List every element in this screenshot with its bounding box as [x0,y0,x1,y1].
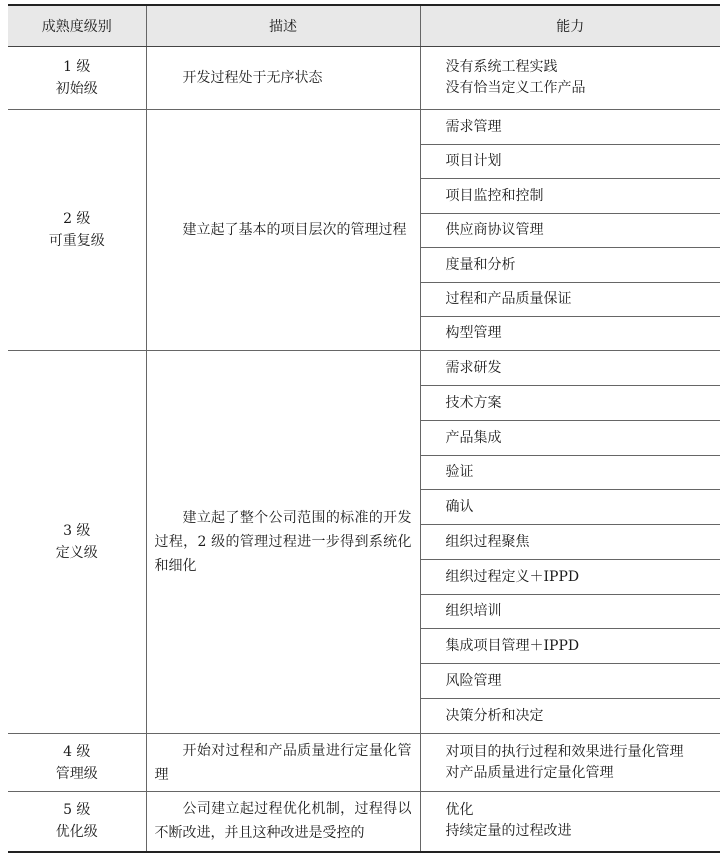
description-text: 开发过程处于无序状态 [182,70,323,86]
description-cell [146,734,420,792]
ability-item: 持续定量的过程改进 [445,823,572,840]
level-name: 初始级 [55,81,98,97]
level-name: 定义级 [55,545,98,561]
ability-item: 对产品质量进行定量化管理 [445,764,614,781]
ability-item: 需求研发 [420,351,720,386]
description-text: 公司建立起过程优化机制，过程得以不断改进，并且这种改进是受控的 [154,801,412,842]
level-name: 管理级 [55,765,98,782]
description-cell [146,47,420,110]
description-cell [146,792,420,852]
header-description: 描述 [146,5,420,47]
ability-item: 过程和产品质量保证 [420,283,720,317]
ability-item: 组织过程聚焦 [420,525,720,560]
description-text: 开始对过程和产品质量进行定量化管理 [154,742,412,783]
level-number: 4 级 [63,743,91,760]
level-cell [8,47,146,110]
table-row [8,47,720,110]
ability-cell [420,734,720,792]
header-ability: 能力 [420,5,720,47]
ability-cell [420,792,720,852]
level-name: 优化级 [55,824,98,841]
ability-item: 风险管理 [420,664,720,699]
ability-item: 供应商协议管理 [420,214,720,248]
ability-item: 对项目的执行过程和效果进行量化管理 [445,743,684,760]
ability-cell [420,47,720,110]
level-name: 可重复级 [48,233,105,249]
ability-item: 组织过程定义＋IPPD [420,560,720,595]
table-row [8,110,720,145]
ability-item: 决策分析和决定 [420,699,720,734]
ability-item: 优化 [445,802,474,819]
ability-item: 度量和分析 [420,248,720,283]
description-text: 建立起了基本的项目层次的管理过程 [182,222,407,238]
level-cell [8,110,146,351]
description-text: 建立起了整个公司范围的标准的开发过程，2 级的管理过程进一步得到系统化和细化 [154,510,412,574]
table-row [8,734,720,792]
ability-item: 没有恰当定义工作产品 [445,80,586,96]
description-cell [146,110,420,351]
table-row [8,792,720,852]
ability-item: 构型管理 [420,317,720,351]
maturity-level-table [8,4,720,853]
level-cell [8,351,146,734]
ability-item: 项目监控和控制 [420,179,720,214]
ability-item: 组织培训 [420,595,720,629]
header-level: 成熟度级别 [8,5,146,47]
level-cell [8,734,146,792]
ability-item: 项目计划 [420,145,720,179]
ability-item: 需求管理 [420,110,720,145]
ability-item: 技术方案 [420,386,720,421]
level-number: 5 级 [63,802,91,819]
ability-item: 验证 [420,456,720,490]
level-number: 3 级 [63,523,91,539]
header-row [8,5,720,47]
level-number: 1 级 [63,59,91,75]
level-cell [8,792,146,852]
ability-item: 确认 [420,490,720,525]
table-row [8,351,720,386]
level-number: 2 级 [63,211,91,227]
description-cell [146,351,420,734]
ability-item: 没有系统工程实践 [445,59,558,75]
ability-item: 产品集成 [420,421,720,456]
ability-item: 集成项目管理＋IPPD [420,629,720,664]
